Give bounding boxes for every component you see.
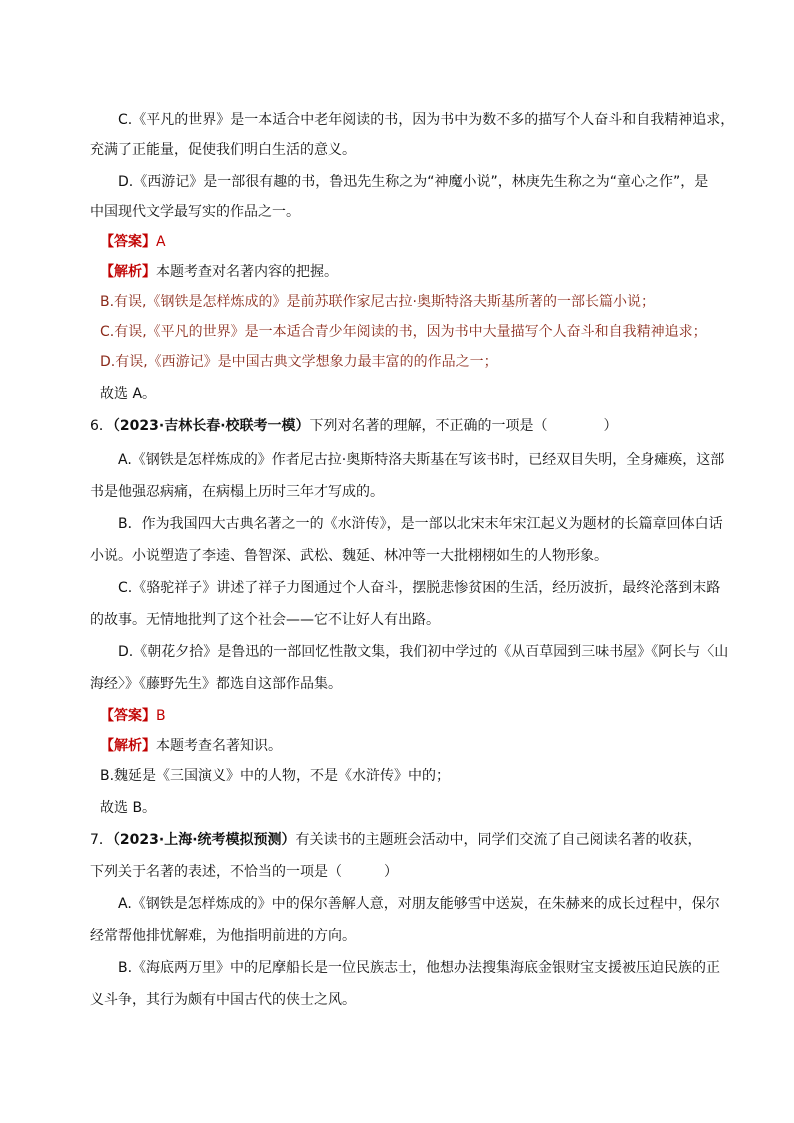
q7-option-b-line2: 义斗争，其行为颇有中国古代的侠士之风。	[90, 992, 356, 1008]
q7-source: （2023·上海·统考模拟预测）	[112, 832, 296, 848]
q7-question: 有关读书的主题班会活动中，同学们交流了自己阅读名著的收获，	[295, 832, 702, 848]
answer-value: B	[156, 708, 166, 724]
q6-analysis	[100, 736, 282, 756]
answer-value: A	[156, 234, 166, 250]
q7-option-a-line2: 经常帮他排忧解难，为他指明前进的方向。	[90, 928, 356, 944]
q6-choose: 故选 B。	[100, 800, 157, 816]
q6-stem	[90, 416, 618, 436]
q5-explanation-d: D.有误,《西游记》是中国古典文学想象力最丰富的的作品之一；	[100, 354, 498, 370]
q7-option-a-line1: A.《钢铁是怎样炼成的》中的保尔善解人意，对朋友能够雪中送炭，在朱赫来的成长过程中，保尔	[118, 896, 720, 912]
q5-option-d-line1: D.《西游记》是一部很有趣的书，鲁迅先生称之为“神魔小说”，林庚先生称之为“童心之作”，是	[118, 174, 709, 190]
q6-option-c-line2: 的故事。无情地批判了这个社会——它不让好人有出路。	[90, 612, 440, 628]
q6-question: 下列对名著的理解，不正确的一项是（ ）	[309, 418, 618, 434]
q7-stem-line2: 下列关于名著的表述，不恰当的一项是（ ）	[90, 864, 398, 880]
q7-option-b-line1: B.《海底两万里》中的尼摩船长是一位民族志士，他想办法搜集海底金银财宝支援被压迫民族的正	[118, 960, 721, 976]
q6-option-a-line1: A.《钢铁是怎样炼成的》作者尼古拉·奥斯特洛夫斯基在写该书时，已经双目失明，全身瘫痪，这部	[118, 452, 725, 468]
analysis-text: 本题考查对名著内容的把握。	[156, 264, 338, 280]
q6-option-d-line2: 海经〉》《藤野先生》都选自这部作品集。	[90, 676, 342, 692]
q5-analysis	[100, 262, 338, 282]
q6-option-a-line2: 书是他强忍病痛，在病榻上历时三年才写成的。	[90, 484, 384, 500]
answer-tag: 【答案】	[100, 234, 156, 250]
analysis-tag: 【解析】	[100, 738, 156, 754]
q5-answer	[100, 232, 166, 252]
q6-option-b-line1: B．作为我国四大古典名著之一的《水浒传》，是一部以北宋末年宋江起义为题材的长篇章回体白话	[118, 516, 723, 532]
q5-choose: 故选 A。	[100, 386, 157, 402]
q6-source: （2023·吉林长春·校联考一模）	[112, 418, 310, 434]
analysis-text: 本题考查名著知识。	[156, 738, 282, 754]
q6-option-d-line1: D.《朝花夕拾》是鲁迅的一部回忆性散文集，我们初中学过的《从百草园到三味书屋》《阿长与〈山	[118, 644, 729, 660]
q6-option-b-line2: 小说。小说塑造了李逵、鲁智深、武松、魏延、林冲等一大批栩栩如生的人物形象。	[90, 548, 608, 564]
q6-option-c-line1: C.《骆驼祥子》讲述了祥子力图通过个人奋斗，摆脱悲惨贫困的生活，经历波折，最终沦落到末路	[118, 580, 721, 596]
q5-option-c-line1: C.《平凡的世界》是一本适合中老年阅读的书，因为书中为数不多的描写个人奋斗和自我精神追求，	[118, 112, 735, 128]
q5-option-d-line2: 中国现代文学最写实的作品之一。	[90, 204, 300, 220]
q6-number: 6．	[90, 418, 113, 434]
q6-explanation-b: B.魏延是《三国演义》中的人物，不是《水浒传》中的；	[100, 768, 451, 784]
answer-tag: 【答案】	[100, 708, 156, 724]
q5-option-c-line2: 充满了正能量，促使我们明白生活的意义。	[90, 142, 356, 158]
q5-explanation-c: C.有误,《平凡的世界》是一本适合青少年阅读的书，因为书中大量描写个人奋斗和自我精神追求；	[100, 324, 707, 340]
analysis-tag: 【解析】	[100, 264, 156, 280]
q7-stem-line1	[90, 830, 702, 850]
q5-explanation-b: B.有误,《钢铁是怎样炼成的》是前苏联作家尼古拉·奥斯特洛夫斯基所著的一部长篇小说；	[100, 294, 655, 310]
q6-answer	[100, 706, 166, 726]
q7-number: 7．	[90, 832, 113, 848]
